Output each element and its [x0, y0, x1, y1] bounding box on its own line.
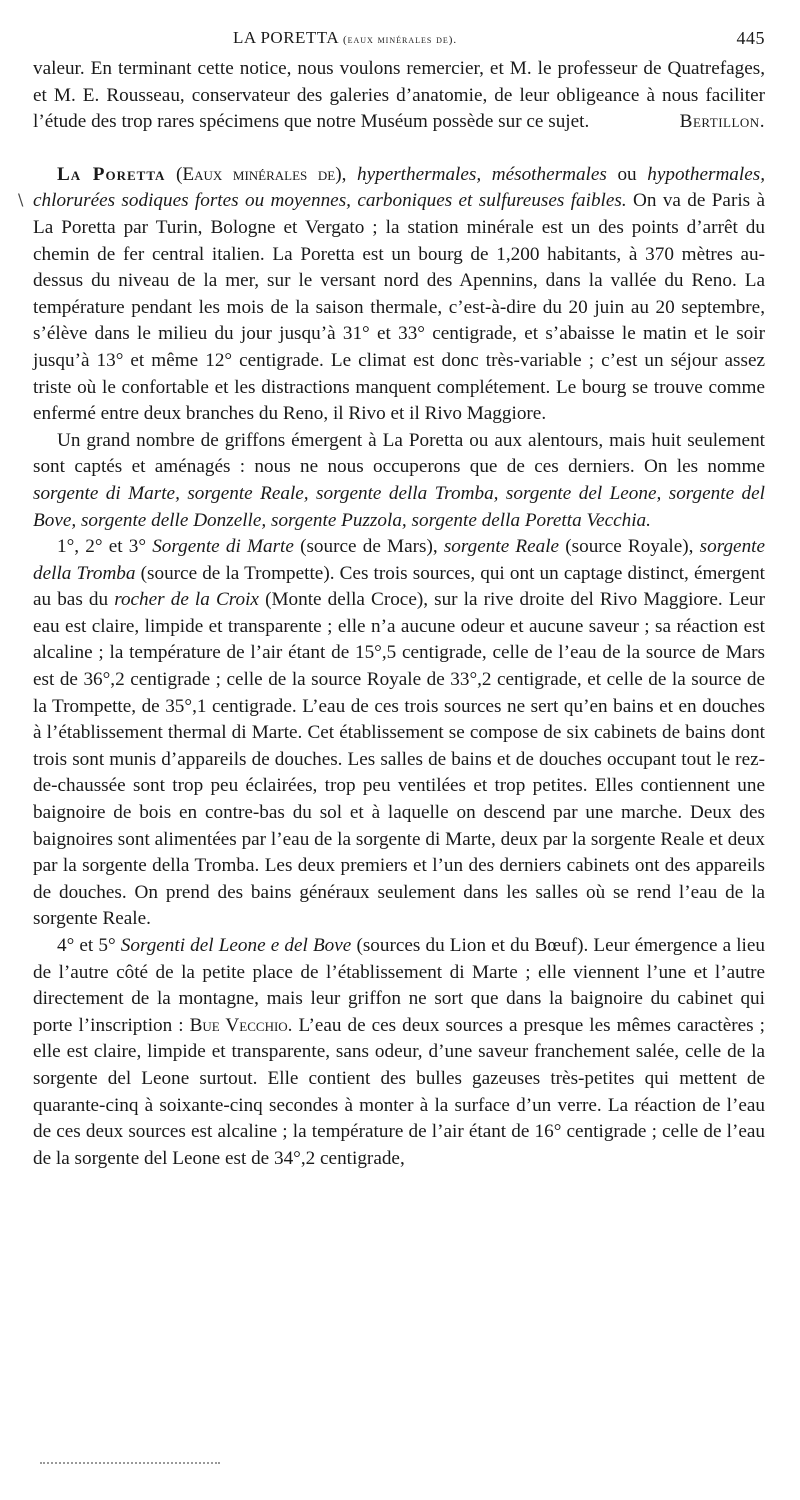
- marte-paragraph: [33, 534, 765, 933]
- running-head: [33, 28, 765, 56]
- author-signature: Bertillon.: [679, 111, 765, 133]
- tromba-name: sorgente della Tromba: [33, 536, 766, 584]
- classification-ou: ou: [617, 163, 637, 185]
- marte-text-1: (source de Mars),: [300, 536, 438, 558]
- marte-name: Sorgente di Marte: [152, 536, 294, 558]
- running-title: [233, 28, 457, 48]
- page-body: [33, 56, 765, 1172]
- running-title-sub: (eaux minérales de).: [342, 34, 458, 46]
- classification-italic-2: hypothermales, chlorurées sodiques fortes ou moyennes, carboniques et sulfureuses faibles.: [33, 163, 766, 212]
- rocher-name: rocher de la Croix: [114, 589, 259, 611]
- running-title-main: LA PORETTA: [233, 28, 339, 47]
- leone-bove-paragraph: [33, 933, 765, 1172]
- reale-name: sorgente Reale: [443, 536, 560, 558]
- classification-italic-1: hyperthermales, mésothermales: [357, 163, 607, 185]
- entry-title: La Poretta: [57, 163, 166, 185]
- leone-text-1: (sources du Lion et du Bœuf). Leur émergence a lieu de l’autre côté de la petite place de l’établissement di Marte ; elle viennent l’une et l’autre directement de la montagne, mais leur griffon ne sort que dans la baignoire du cabinet qui porte l’inscription :: [33, 935, 765, 1036]
- marte-text-4: (Monte della Croce), sur la rive droite del Rivo Maggiore. Leur eau est claire, limpide et transparente ; elle n’a aucune odeur et aucune saveur ; sa réaction est alcaline ; la température de l’air étant de 15°,5 centigrade, celle de l’eau de la source de Mars est de 36°,2 centigrade ; celle de la source Royale de 33°,2 centigrade, et celle de la source de la Trompette, de 35°,1 centigrade. L’eau de ces trois sources ne sert qu’en bains et en douches à l’établissement thermal di Marte. Cet établissement se compose de six cabinets de bains dont trois sont munis d’appareils de douches. Les salles de bains et de douches occupant tout le rez-de-chaussée sont trop peu éclairées, trop peu ventilées et trop petites. Elles contiennent une baignoire de bois en contre-bas du sol et à laquelle on descend par une marche. Deux des baignoires sont alimentées par l’eau de la sorgente di Marte, deux par la sorgente Reale et deux par la sorgente della Tromba. Les deux premiers et l’un des derniers cabinets ont des appareils de douches. On prend des bains généraux seulement dans les salles où se rend l’eau de la sorgente Reale.: [33, 589, 766, 930]
- prev-article-end: [33, 56, 765, 136]
- prev-article-text: valeur. En terminant cette notice, nous voulons remercier, et M. le professeur de Quatrefages, et M. E. Rousseau, conservateur des galeries d’anatomie, de leur obligeance à nous faciliter l’étude des trop rares spécimens que notre Muséum possède sur ce sujet.: [33, 58, 765, 133]
- footer-artifact: [40, 1462, 220, 1466]
- marte-number: 1°, 2° et 3°: [57, 536, 147, 558]
- leone-bove-name: Sorgenti del Leone e del Bove: [120, 935, 352, 956]
- page-number: 445: [736, 28, 765, 48]
- marte-text-3: (source de la Trompette). Ces trois sources, qui ont un captage distinct, émergent au bas du: [33, 562, 765, 611]
- springs-list-paragraph: [33, 428, 765, 534]
- article-intro-paragraph: [33, 162, 765, 428]
- springs-names: sorgente di Marte, sorgente Reale, sorgente della Tromba, sorgente del Leone, sorgente del Bove, sorgente delle Donzelle, sorgente Puzzola, sorgente della Poretta Vecchia.: [33, 482, 765, 531]
- margin-mark: \: [18, 190, 24, 209]
- springs-intro-text: Un grand nombre de griffons émergent à La Poretta ou aux alentours, mais huit seulement sont captés et aménagés : nous ne nous occuperons que de ces derniers. On les nomme: [33, 429, 765, 478]
- intro-text: On va de Paris à La Poretta par Turin, Bologne et Vergato ; la station minérale est un des points d’arrêt du chemin de fer central italien. La Poretta est un bourg de 1,200 habitants, à 370 mètres au-dessus du niveau de la mer, sur le versant nord des Apennins, dans la vallée du Reno. La température pendant les mois de la saison thermale, c’est-à-dire du 20 juin au 20 septembre, s’élève dans le milieu du jour jusqu’à 31° et 33° centigrade, et s’abaisse le matin et le soir jusqu’à 13° et même 12° centigrade. Le climat est donc très-variable ; c’est un séjour assez triste où le confortable et les distractions manquent complétement. Le bourg se trouve comme enfermé entre deux branches du Reno, il Rivo et il Rivo Maggiore.: [33, 190, 765, 425]
- marte-text-2: (source Royale),: [565, 536, 694, 558]
- leone-text-2: L’eau de ces deux sources a presque les mêmes caractères ; elle est claire, limpide et transparente, sans odeur, d’une saveur franchement salée, celle de la sorgente del Leone surtout. Elle contient des bulles gazeuses très-petites qui mettent de quarante-cinq à soixante-cinq secondes à monter à la surface d’un verre. La réaction de l’eau de ces deux sources est alcaline ; la température de l’air étant de 16° centigrade ; celle de l’eau de la sorgente del Leone est de 34°,2 centigrade,: [33, 1014, 765, 1169]
- page: [33, 28, 765, 1172]
- leone-number: 4° et 5°: [57, 935, 116, 956]
- bue-vecchio-inscription: Bue Vecchio.: [189, 1014, 293, 1036]
- entry-subtitle: (Eaux minérales de),: [176, 163, 347, 185]
